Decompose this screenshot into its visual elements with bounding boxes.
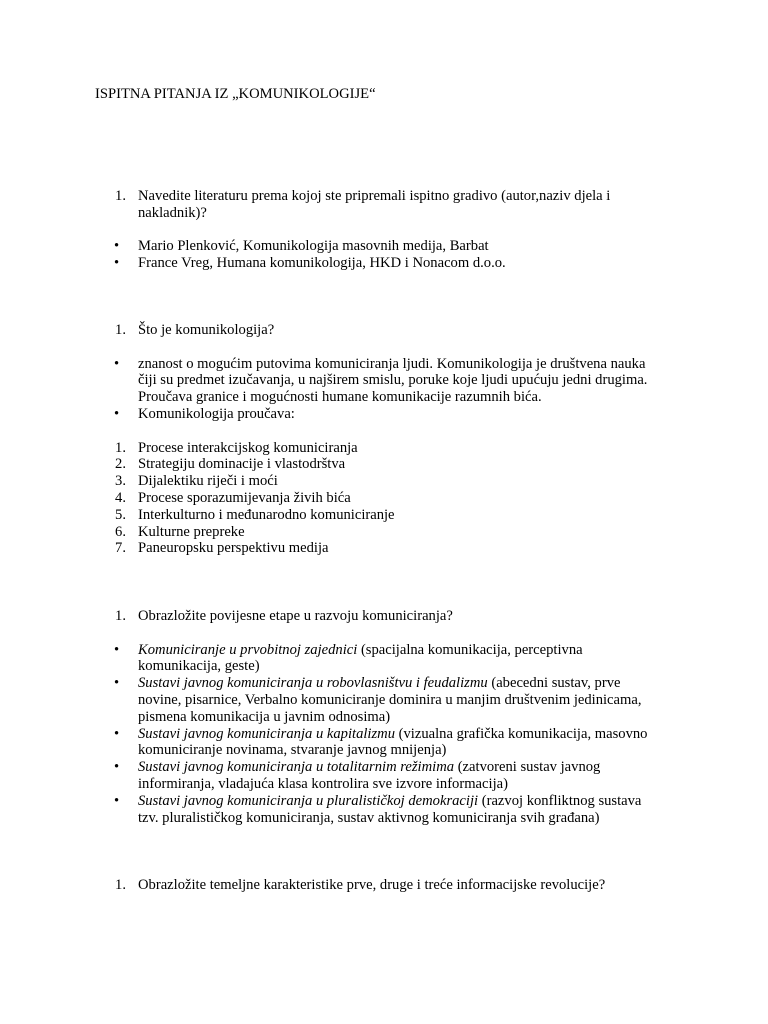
era-title: Komuniciranje u prvobitnoj zajednici <box>138 641 358 658</box>
answer-text: France Vreg, Humana komunikologija, HKD i Nonacom d.o.o. <box>138 255 506 272</box>
bullet: • <box>114 255 120 272</box>
list-item <box>0 406 768 423</box>
list-item <box>0 456 768 473</box>
question-2-block <box>0 322 768 557</box>
bullet: • <box>114 641 120 658</box>
answer-text <box>138 793 658 827</box>
list-item <box>0 540 768 557</box>
list-item <box>0 524 768 541</box>
list-item <box>0 507 768 524</box>
bullet: • <box>114 759 120 776</box>
answer-text <box>138 726 658 760</box>
era-description: (razvoj konfliktnog sustava tzv. pluralističkog komuniciranja, sustav aktivnog komuniciranja svih građana) <box>138 792 642 826</box>
list-item <box>0 356 768 406</box>
era-description: (spacijalna komunikacija, perceptivna komunikacija, geste) <box>138 641 583 675</box>
list-text: Dijalektiku riječi i moći <box>138 473 278 490</box>
bullet: • <box>114 725 120 742</box>
bullet: • <box>114 405 120 422</box>
list-text: Procese interakcijskog komuniciranja <box>138 439 358 456</box>
list-number: 7. <box>115 540 126 557</box>
list-number: 1. <box>115 877 126 893</box>
bullet: • <box>114 675 120 692</box>
era-description: (abecedni sustav, prve novine, pisarnice, Verbalno komuniciranje dominira u manjim društvenim jedinicama, pismena komunikacija u javnim odnosima) <box>138 675 642 725</box>
list-item <box>0 255 768 272</box>
question-3-block <box>0 608 768 826</box>
list-item <box>0 642 768 676</box>
document-title: ISPITNA PITANJA IZ „KOMUNIKOLOGIJE“ <box>95 86 376 102</box>
list-text: Kulturne prepreke <box>138 523 245 540</box>
era-title: Sustavi javnog komuniciranja u robovlasništvu i feudalizmu <box>138 675 488 692</box>
era-description: (zatvoreni sustav javnog informiranja, vladajuća klasa kontrolira sve izvore informacija) <box>138 759 601 792</box>
list-number: 1. <box>115 439 126 456</box>
list-number: 6. <box>115 523 126 540</box>
list-number: 1. <box>115 322 126 338</box>
question-item <box>0 322 768 339</box>
question-item <box>0 188 768 222</box>
list-item <box>0 726 768 760</box>
answer-text: znanost o mogućim putovima komuniciranja ljudi. Komunikologija je društvena nauka čiji su predmet izučavanja, u najširem smislu, poruke koje ljudi upućuju jedni drugima. Proučava granice i mogućnosti humane komunikacije razumnih bića. <box>138 355 648 406</box>
list-number: 4. <box>115 489 126 506</box>
list-text: Paneuropsku perspektivu medija <box>138 540 329 557</box>
era-title: Sustavi javnog komuniciranja u totalitarnim režimima <box>138 759 455 776</box>
list-item <box>0 793 768 827</box>
list-text: Strategiju dominacije i vlastodrštva <box>138 456 346 473</box>
list-item <box>0 490 768 507</box>
answer-text <box>138 759 658 793</box>
question-text: Obrazložite temeljne karakteristike prve, druge i treće informacijske revolucije? <box>138 877 606 893</box>
list-text: Interkulturno i međunarodno komuniciranje <box>138 506 395 523</box>
list-number: 1. <box>115 608 126 624</box>
answer-text: Komunikologija proučava: <box>138 405 295 422</box>
bullet: • <box>114 792 120 809</box>
question-text: Obrazložite povijesne etape u razvoju komuniciranja? <box>138 608 453 624</box>
list-item <box>0 675 768 725</box>
question-text: Što je komunikologija? <box>138 322 275 338</box>
list-item <box>0 440 768 457</box>
list-number: 3. <box>115 473 126 490</box>
question-4-block <box>0 877 768 894</box>
list-item <box>0 759 768 793</box>
list-item <box>0 473 768 490</box>
bullet: • <box>114 238 120 255</box>
list-number: 1. <box>115 188 126 204</box>
question-text: Navedite literaturu prema kojoj ste pripremali ispitno gradivo (autor,naziv djela i nakladnik)? <box>138 188 611 221</box>
question-1-block <box>0 188 768 272</box>
list-item <box>0 238 768 255</box>
question-item <box>0 608 768 625</box>
list-number: 5. <box>115 506 126 523</box>
answer-text <box>138 675 658 725</box>
answer-text <box>138 642 658 676</box>
question-item <box>0 877 768 894</box>
answer-text: Mario Plenković, Komunikologija masovnih medija, Barbat <box>138 238 489 255</box>
era-description: (vizualna grafička komunikacija, masovno komuniciranje novinama, stvaranje javnog mnijenja) <box>138 725 648 759</box>
era-title: Sustavi javnog komuniciranja u pluralističkoj demokraciji <box>138 792 479 809</box>
bullet: • <box>114 355 120 372</box>
list-text: Procese sporazumijevanja živih bića <box>138 489 351 506</box>
list-number: 2. <box>115 456 126 473</box>
era-title: Sustavi javnog komuniciranja u kapitalizmu <box>138 725 395 742</box>
